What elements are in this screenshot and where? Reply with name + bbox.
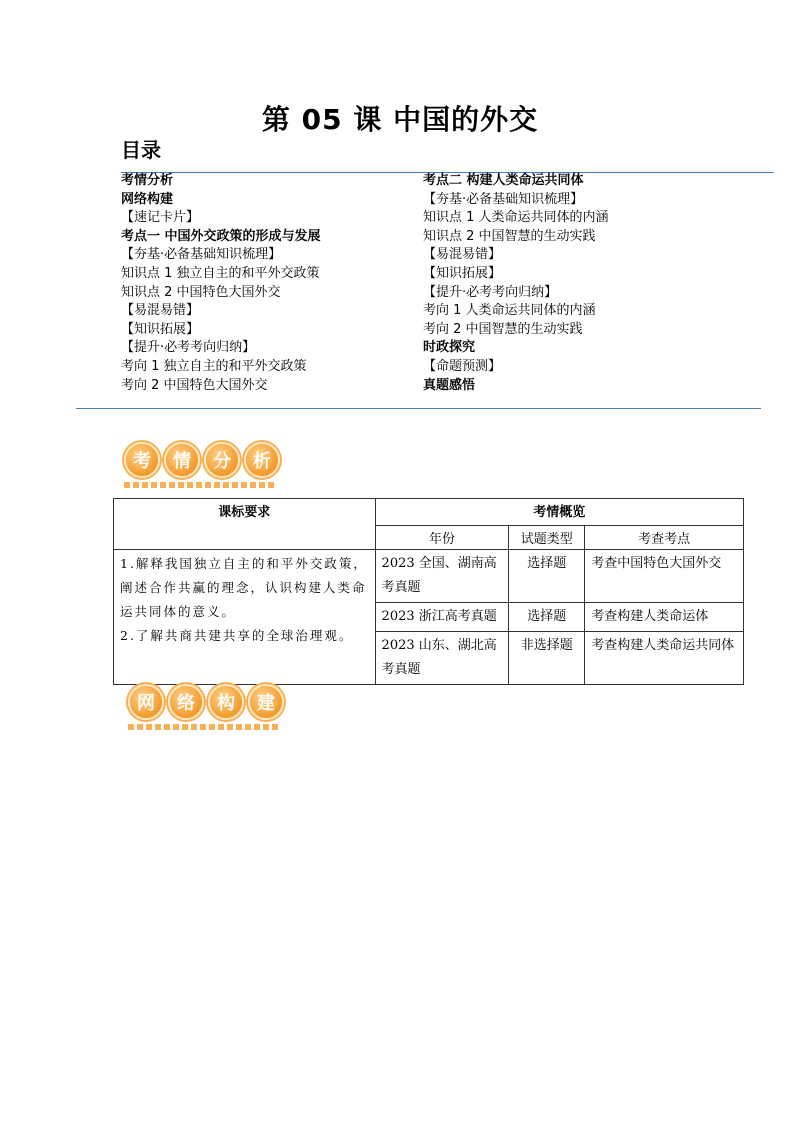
table-row	[114, 550, 744, 603]
header-overview: 考情概览	[375, 499, 743, 526]
objectives-cell	[114, 550, 376, 685]
toc-item: 考点一 中国外交政策的形成与发展	[121, 228, 321, 244]
subheader-year: 年份	[375, 526, 509, 550]
requirements-table	[113, 498, 744, 685]
row-point: 考查构建人类命运共同体	[585, 632, 744, 685]
badge-underline	[128, 724, 278, 730]
section-badge-analysis	[124, 442, 280, 478]
toc-item: 【提升·必考考向归纳】	[423, 284, 558, 300]
toc-item: 考向 2 中国特色大国外交	[121, 377, 268, 393]
subheader-type: 试题类型	[509, 526, 585, 550]
toc-item: 知识点 1 人类命运共同体的内涵	[423, 210, 609, 226]
objective-item: 1.解释我国独立自主的和平外交政策，阐述合作共赢的理念，认识构建人类命运共同体的意义。	[120, 556, 368, 619]
row-type: 非选择题	[509, 632, 585, 685]
row-point: 考查中国特色大国外交	[585, 550, 744, 603]
row-year: 2023 山东、湖北高考真题	[375, 632, 509, 685]
toc-item: 考向 1 独立自主的和平外交政策	[121, 358, 307, 374]
badge-char: 析	[244, 442, 280, 478]
row-type: 选择题	[509, 550, 585, 603]
toc-item: 【提升·必考考向归纳】	[121, 340, 256, 356]
toc-heading: 目录	[121, 138, 161, 162]
toc-item: 【夯基·必备基础知识梳理】	[121, 247, 282, 263]
badge-char: 建	[248, 684, 284, 720]
toc-right-column	[423, 172, 763, 395]
toc-item: 考向 2 中国智慧的生动实践	[423, 321, 583, 337]
toc-item: 【知识拓展】	[121, 321, 200, 337]
page-title: 第 05 课 中国的外交	[261, 103, 539, 136]
toc-item: 【命题预测】	[423, 358, 502, 374]
subheader-point: 考查考点	[585, 526, 744, 550]
row-type: 选择题	[509, 603, 585, 632]
badge-char: 构	[208, 684, 244, 720]
toc-item: 考点二 构建人类命运共同体	[423, 173, 584, 188]
toc-item: 时政探究	[423, 340, 476, 356]
toc-left-column	[121, 172, 461, 395]
toc-item: 【速记卡片】	[121, 210, 200, 226]
badge-char: 络	[168, 684, 204, 720]
toc-item: 考情分析	[121, 173, 174, 188]
badge-underline	[124, 482, 274, 488]
toc-item: 真题感悟	[423, 377, 476, 393]
badge-char: 考	[124, 442, 160, 478]
badge-char: 分	[204, 442, 240, 478]
toc-item: 网络构建	[121, 191, 174, 207]
section-badge-network	[128, 684, 284, 720]
toc-item: 知识点 2 中国智慧的生动实践	[423, 228, 596, 244]
toc-bottom-rule	[76, 408, 761, 409]
row-year: 2023 全国、湖南高考真题	[375, 550, 509, 603]
toc-item: 考向 1 人类命运共同体的内涵	[423, 303, 596, 319]
toc-item: 【易混易错】	[121, 303, 200, 319]
header-standard: 课标要求	[114, 499, 376, 550]
badge-char: 网	[128, 684, 164, 720]
toc-item: 知识点 1 独立自主的和平外交政策	[121, 265, 320, 281]
toc-item: 【知识拓展】	[423, 265, 502, 281]
row-year: 2023 浙江高考真题	[375, 603, 509, 632]
toc-item: 【易混易错】	[423, 247, 502, 263]
row-point: 考查构建人类命运体	[585, 603, 744, 632]
toc-item: 【夯基·必备基础知识梳理】	[423, 191, 584, 207]
toc-item: 知识点 2 中国特色大国外交	[121, 284, 281, 300]
objective-item: 2.了解共商共建共享的全球治理观。	[120, 628, 354, 643]
badge-char: 情	[164, 442, 200, 478]
